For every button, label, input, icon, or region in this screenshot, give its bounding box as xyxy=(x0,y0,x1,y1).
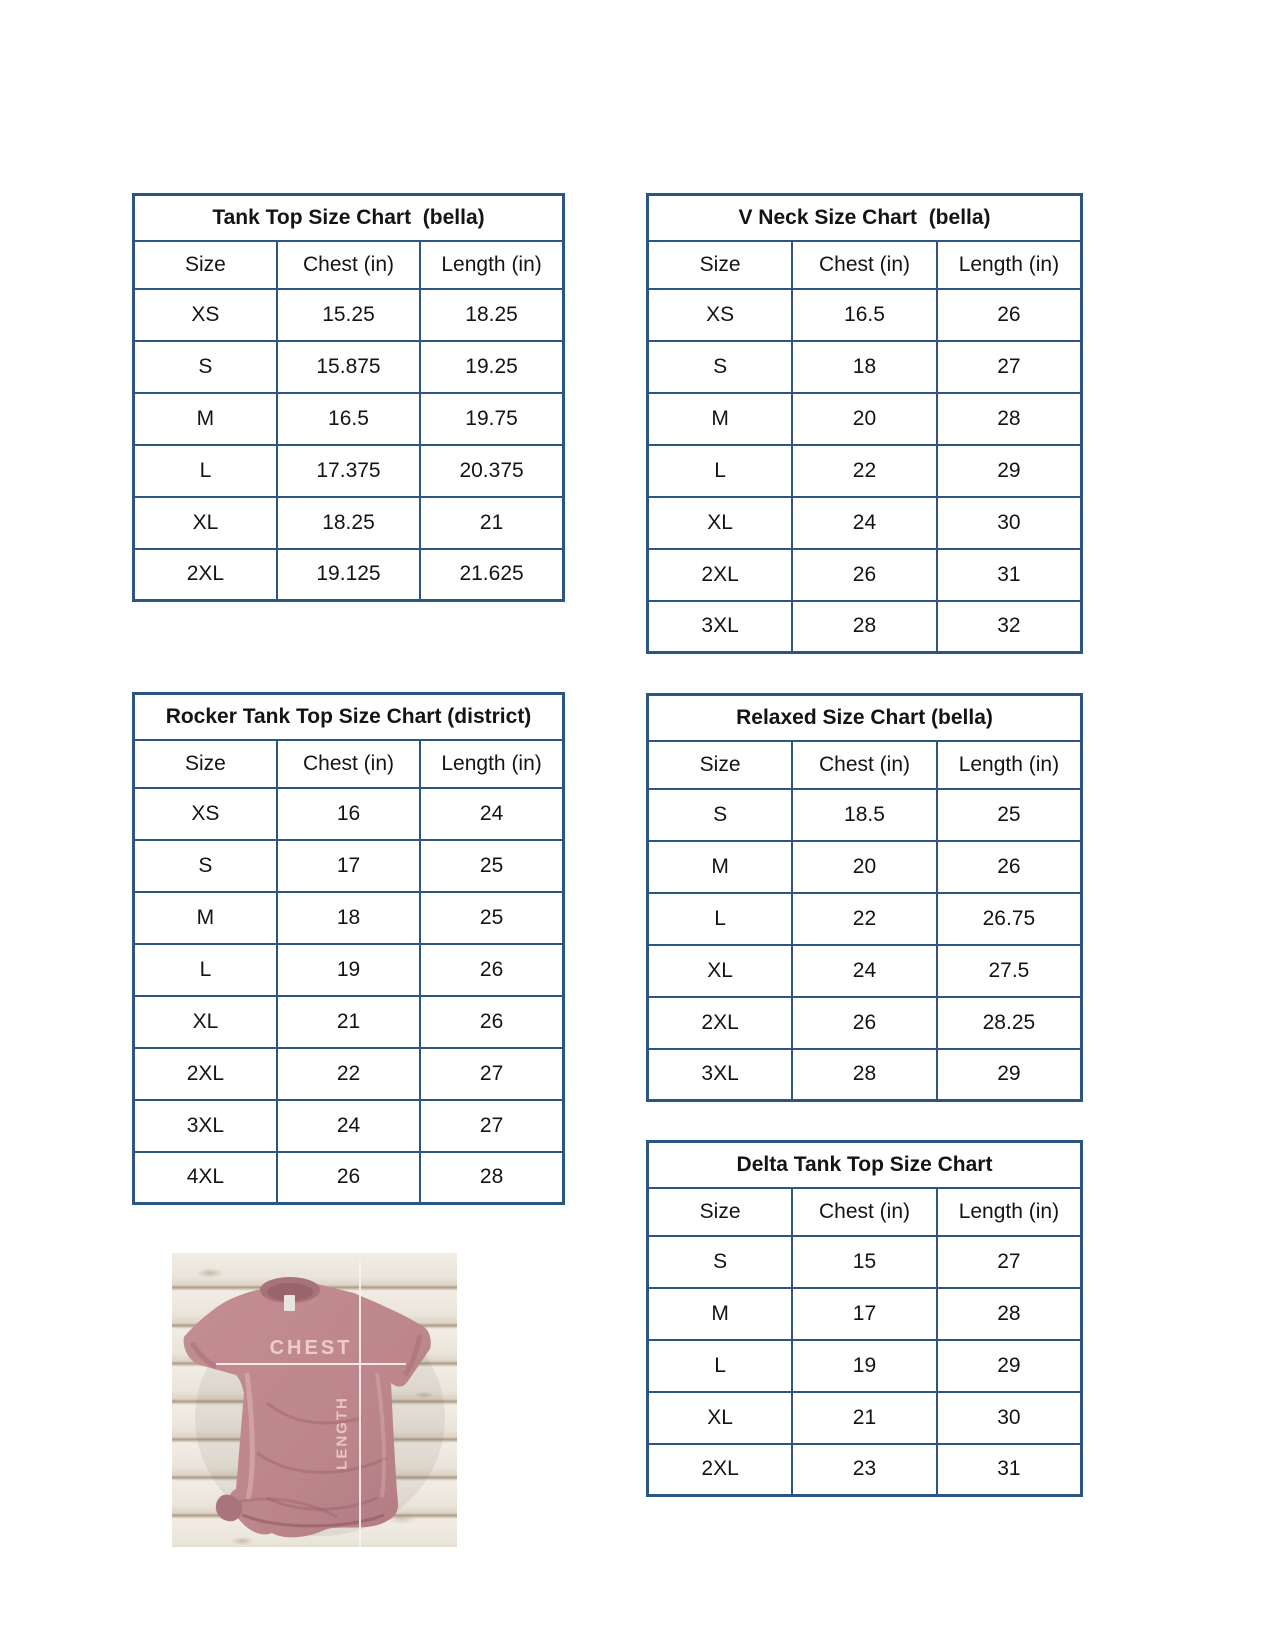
table-cell: XS xyxy=(134,289,277,341)
table-header-row xyxy=(648,241,1082,289)
table-cell: M xyxy=(134,892,277,944)
table-cell: XL xyxy=(134,996,277,1048)
table-cell: 31 xyxy=(937,549,1082,601)
chest-measure-line xyxy=(216,1363,406,1365)
table-cell: 17.375 xyxy=(277,445,420,497)
table-cell: 20 xyxy=(792,841,937,893)
table-row xyxy=(134,289,564,341)
rocker-tank-top-size-chart-table xyxy=(132,692,565,1205)
table-cell: M xyxy=(648,393,793,445)
table-cell: S xyxy=(648,789,793,841)
table-row xyxy=(134,944,564,996)
table-row xyxy=(648,1444,1082,1496)
table-row xyxy=(134,892,564,944)
table-cell: XL xyxy=(648,1392,793,1444)
table-row xyxy=(648,549,1082,601)
table-cell: 21 xyxy=(792,1392,937,1444)
column-header: Size xyxy=(648,241,793,289)
table-row xyxy=(134,549,564,601)
table-title-row xyxy=(134,694,564,740)
column-header: Size xyxy=(134,241,277,289)
column-header: Size xyxy=(648,1188,793,1236)
table-cell: XS xyxy=(648,289,793,341)
table-row xyxy=(648,497,1082,549)
table-cell: 16.5 xyxy=(792,289,937,341)
table-row xyxy=(648,789,1082,841)
table-header-row xyxy=(134,241,564,289)
table-cell: 27.5 xyxy=(937,945,1082,997)
table-cell: XL xyxy=(648,945,793,997)
table-cell: 19.75 xyxy=(420,393,563,445)
table-cell: 28 xyxy=(792,1049,937,1101)
table-cell: 29 xyxy=(937,445,1082,497)
table-header-row xyxy=(648,741,1082,789)
table-title: V Neck Size Chart (bella) xyxy=(648,195,1082,241)
table-title-row xyxy=(648,1142,1082,1188)
table-cell: XL xyxy=(648,497,793,549)
column-header: Chest (in) xyxy=(792,741,937,789)
table-cell: 22 xyxy=(792,445,937,497)
table-cell: 24 xyxy=(420,788,563,840)
table-row xyxy=(648,1340,1082,1392)
length-label: LENGTH xyxy=(333,1396,351,1470)
table-row xyxy=(648,601,1082,653)
table-cell: 25 xyxy=(937,789,1082,841)
table-cell: 18 xyxy=(277,892,420,944)
table-cell: 16 xyxy=(277,788,420,840)
column-header: Length (in) xyxy=(937,741,1082,789)
table-row xyxy=(648,289,1082,341)
table-cell: 16.5 xyxy=(277,393,420,445)
table-title-row xyxy=(648,695,1082,741)
v-neck-size-chart xyxy=(646,193,1083,654)
table-cell: 26 xyxy=(420,944,563,996)
rocker-tank-top-size-chart xyxy=(132,692,565,1205)
table-cell: S xyxy=(134,341,277,393)
table-cell: 17 xyxy=(792,1288,937,1340)
table-cell: 2XL xyxy=(648,1444,793,1496)
table-cell: 21 xyxy=(277,996,420,1048)
table-cell: 18.25 xyxy=(420,289,563,341)
table-cell: 23 xyxy=(792,1444,937,1496)
table-cell: 17 xyxy=(277,840,420,892)
table-cell: S xyxy=(648,1236,793,1288)
table-row xyxy=(648,1236,1082,1288)
table-cell: 22 xyxy=(277,1048,420,1100)
table-header-row xyxy=(648,1188,1082,1236)
table-cell: 27 xyxy=(937,341,1082,393)
column-header: Chest (in) xyxy=(792,1188,937,1236)
table-cell: 18.5 xyxy=(792,789,937,841)
delta-tank-top-size-chart-table xyxy=(646,1140,1083,1497)
table-title-row xyxy=(648,195,1082,241)
table-cell: S xyxy=(648,341,793,393)
table-cell: M xyxy=(134,393,277,445)
table-cell: 22 xyxy=(792,893,937,945)
table-cell: 25 xyxy=(420,840,563,892)
table-cell: 3XL xyxy=(648,1049,793,1101)
table-cell: 2XL xyxy=(648,997,793,1049)
table-row xyxy=(134,497,564,549)
table-title: Tank Top Size Chart (bella) xyxy=(134,195,564,241)
table-cell: XS xyxy=(134,788,277,840)
table-row xyxy=(134,996,564,1048)
table-row xyxy=(648,945,1082,997)
table-cell: 28 xyxy=(937,1288,1082,1340)
table-cell: 4XL xyxy=(134,1152,277,1204)
table-cell: 26 xyxy=(937,841,1082,893)
tank-top-size-chart-table xyxy=(132,193,565,602)
table-row xyxy=(648,997,1082,1049)
table-row xyxy=(134,1152,564,1204)
table-row xyxy=(648,393,1082,445)
table-cell: L xyxy=(648,893,793,945)
table-cell: 29 xyxy=(937,1340,1082,1392)
table-cell: 24 xyxy=(277,1100,420,1152)
column-header: Size xyxy=(134,740,277,788)
table-cell: L xyxy=(648,445,793,497)
column-header: Length (in) xyxy=(937,1188,1082,1236)
table-row xyxy=(134,1048,564,1100)
chest-label: CHEST xyxy=(269,1337,353,1359)
table-row xyxy=(134,445,564,497)
table-row xyxy=(134,840,564,892)
table-cell: 26 xyxy=(792,549,937,601)
table-cell: 26 xyxy=(277,1152,420,1204)
column-header: Length (in) xyxy=(937,241,1082,289)
table-row xyxy=(648,841,1082,893)
table-row xyxy=(648,341,1082,393)
table-title-row xyxy=(134,195,564,241)
table-cell: 28.25 xyxy=(937,997,1082,1049)
relaxed-size-chart-table xyxy=(646,693,1083,1102)
table-cell: 21 xyxy=(420,497,563,549)
table-cell: 25 xyxy=(420,892,563,944)
table-cell: 19.25 xyxy=(420,341,563,393)
column-header: Size xyxy=(648,741,793,789)
table-cell: 24 xyxy=(792,497,937,549)
column-header: Length (in) xyxy=(420,740,563,788)
column-header: Chest (in) xyxy=(792,241,937,289)
table-row xyxy=(648,1049,1082,1101)
tshirt-graphic xyxy=(172,1253,457,1547)
table-cell: 20 xyxy=(792,393,937,445)
table-cell: 32 xyxy=(937,601,1082,653)
table-row xyxy=(134,1100,564,1152)
table-cell: L xyxy=(648,1340,793,1392)
table-title: Relaxed Size Chart (bella) xyxy=(648,695,1082,741)
table-cell: 24 xyxy=(792,945,937,997)
table-cell: 18 xyxy=(792,341,937,393)
table-row xyxy=(134,788,564,840)
table-cell: 20.375 xyxy=(420,445,563,497)
table-cell: 30 xyxy=(937,1392,1082,1444)
table-row xyxy=(648,445,1082,497)
column-header: Chest (in) xyxy=(277,241,420,289)
table-row xyxy=(134,341,564,393)
v-neck-size-chart-table xyxy=(646,193,1083,654)
table-row xyxy=(648,1288,1082,1340)
column-header: Chest (in) xyxy=(277,740,420,788)
table-cell: 2XL xyxy=(134,549,277,601)
table-cell: 27 xyxy=(420,1100,563,1152)
table-cell: L xyxy=(134,944,277,996)
table-cell: 18.25 xyxy=(277,497,420,549)
table-cell: 28 xyxy=(937,393,1082,445)
table-cell: 15.875 xyxy=(277,341,420,393)
table-cell: 28 xyxy=(420,1152,563,1204)
table-cell: 26 xyxy=(937,289,1082,341)
table-cell: 19 xyxy=(277,944,420,996)
table-cell: 30 xyxy=(937,497,1082,549)
table-cell: 19.125 xyxy=(277,549,420,601)
table-cell: 15 xyxy=(792,1236,937,1288)
table-title: Delta Tank Top Size Chart xyxy=(648,1142,1082,1188)
table-cell: 2XL xyxy=(134,1048,277,1100)
delta-tank-top-size-chart xyxy=(646,1140,1083,1497)
table-cell: M xyxy=(648,1288,793,1340)
table-title: Rocker Tank Top Size Chart (district) xyxy=(134,694,564,740)
table-cell: 26 xyxy=(792,997,937,1049)
table-cell: 3XL xyxy=(648,601,793,653)
table-cell: 28 xyxy=(792,601,937,653)
table-cell: 31 xyxy=(937,1444,1082,1496)
table-cell: 19 xyxy=(792,1340,937,1392)
table-row xyxy=(648,893,1082,945)
table-cell: XL xyxy=(134,497,277,549)
table-row xyxy=(648,1392,1082,1444)
table-row xyxy=(134,393,564,445)
tank-top-size-chart xyxy=(132,193,565,602)
length-measure-line xyxy=(359,1261,361,1547)
table-cell: M xyxy=(648,841,793,893)
table-cell: 21.625 xyxy=(420,549,563,601)
table-cell: 29 xyxy=(937,1049,1082,1101)
table-cell: L xyxy=(134,445,277,497)
table-cell: 27 xyxy=(937,1236,1082,1288)
column-header: Length (in) xyxy=(420,241,563,289)
table-cell: 15.25 xyxy=(277,289,420,341)
relaxed-size-chart xyxy=(646,693,1083,1102)
table-cell: 2XL xyxy=(648,549,793,601)
tshirt-measurement-photo xyxy=(172,1253,457,1547)
table-cell: 26 xyxy=(420,996,563,1048)
table-header-row xyxy=(134,740,564,788)
table-cell: 3XL xyxy=(134,1100,277,1152)
table-cell: 26.75 xyxy=(937,893,1082,945)
table-cell: S xyxy=(134,840,277,892)
table-cell: 27 xyxy=(420,1048,563,1100)
